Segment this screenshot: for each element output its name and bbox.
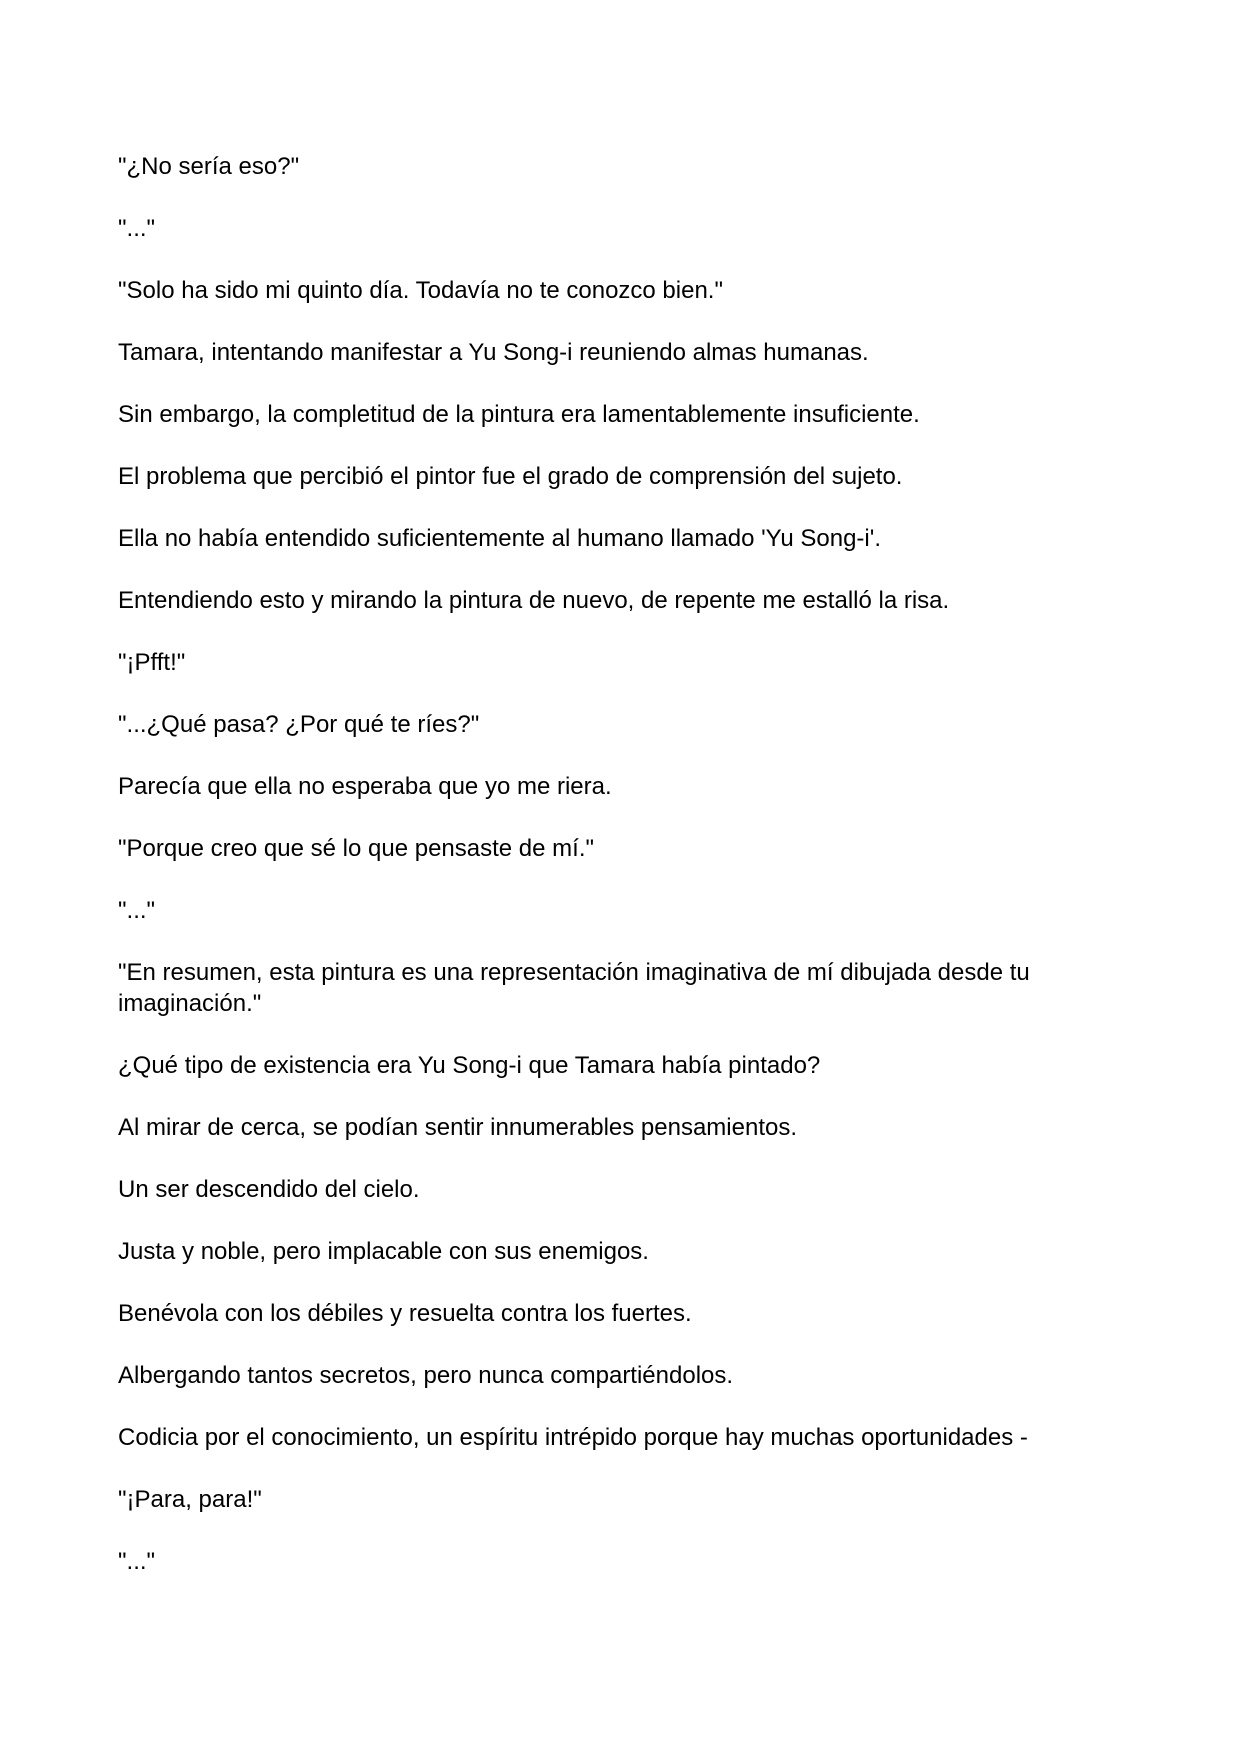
- paragraph: Parecía que ella no esperaba que yo me riera.: [118, 773, 612, 800]
- paragraph: Entendiendo esto y mirando la pintura de nuevo, de repente me estalló la risa.: [118, 587, 950, 614]
- paragraph: "...": [118, 215, 156, 242]
- paragraph: "Porque creo que sé lo que pensaste de mí.": [118, 835, 595, 862]
- paragraph: Albergando tantos secretos, pero nunca compartiéndolos.: [118, 1362, 734, 1389]
- paragraph: "¡Para, para!": [118, 1486, 262, 1513]
- paragraph: "¿No sería eso?": [118, 153, 300, 180]
- paragraph: Sin embargo, la completitud de la pintura era lamentablemente insuficiente.: [118, 401, 920, 428]
- paragraph: "...": [118, 1548, 156, 1575]
- paragraph: Tamara, intentando manifestar a Yu Song-i reuniendo almas humanas.: [118, 339, 869, 366]
- text-column: [118, 151, 1128, 1608]
- paragraph: Codicia por el conocimiento, un espíritu intrépido porque hay muchas oportunidades -: [118, 1424, 1028, 1451]
- paragraph: Benévola con los débiles y resuelta contra los fuertes.: [118, 1300, 692, 1327]
- paragraph: "...¿Qué pasa? ¿Por qué te ríes?": [118, 711, 480, 738]
- paragraph: "En resumen, esta pintura es una representación imaginativa de mí dibujada desde tu imaginación.": [118, 959, 1030, 1017]
- paragraph: ¿Qué tipo de existencia era Yu Song-i que Tamara había pintado?: [118, 1052, 821, 1079]
- paragraph: "¡Pfft!": [118, 649, 186, 676]
- paragraph: "Solo ha sido mi quinto día. Todavía no te conozco bien.": [118, 277, 723, 304]
- paragraph: Al mirar de cerca, se podían sentir innumerables pensamientos.: [118, 1114, 798, 1141]
- paragraph: Un ser descendido del cielo.: [118, 1176, 420, 1203]
- paragraph: Justa y noble, pero implacable con sus enemigos.: [118, 1238, 649, 1265]
- paragraph: "...": [118, 897, 156, 924]
- paragraph: El problema que percibió el pintor fue el grado de comprensión del sujeto.: [118, 463, 903, 490]
- paragraph: Ella no había entendido suficientemente al humano llamado 'Yu Song-i'.: [118, 525, 882, 552]
